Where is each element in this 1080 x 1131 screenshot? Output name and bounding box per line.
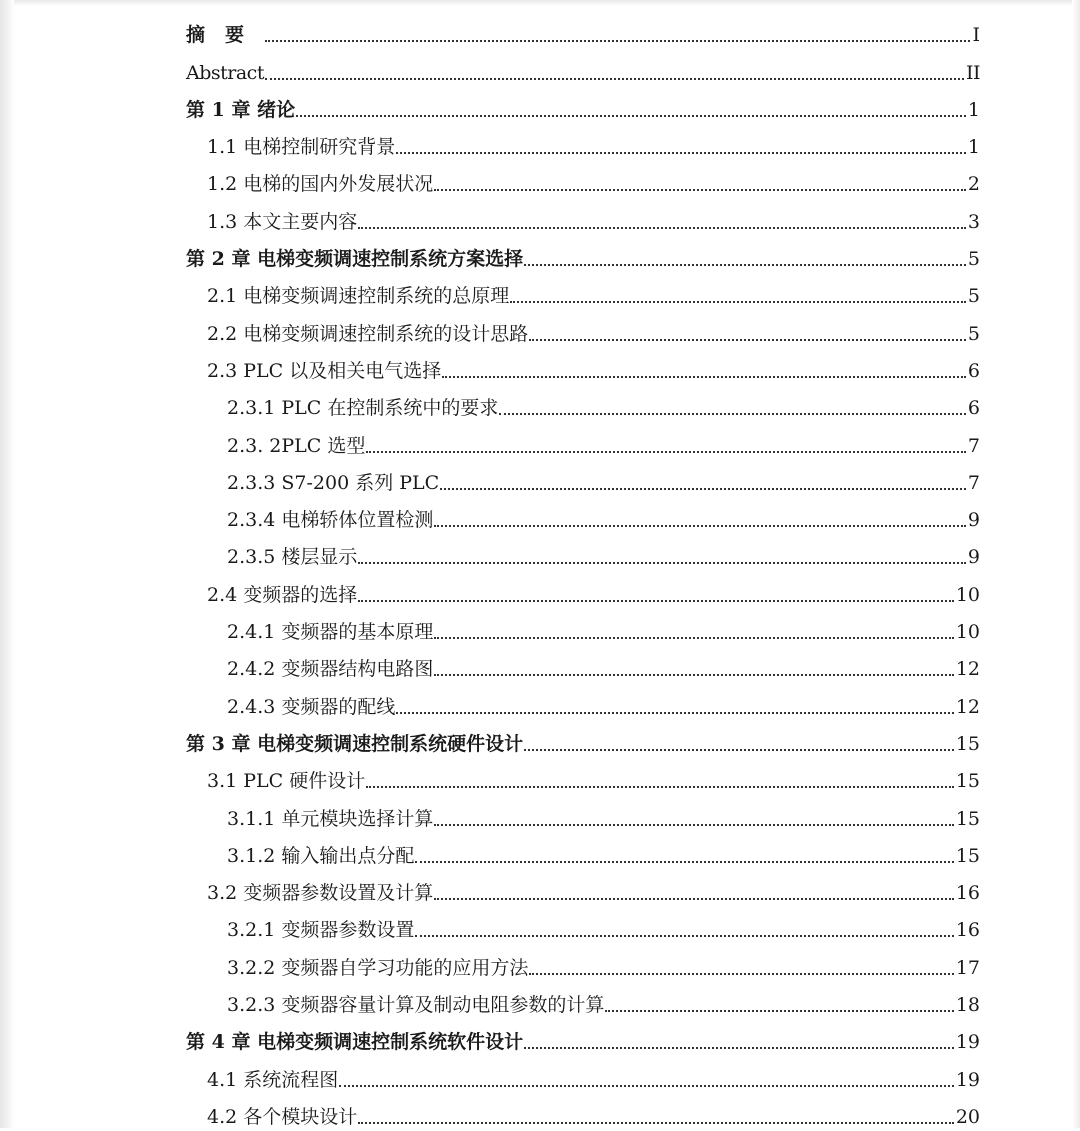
toc-entry-page-number: 7 bbox=[967, 434, 980, 457]
dot-leader bbox=[296, 114, 966, 117]
dot-leader bbox=[415, 860, 953, 863]
toc-entry[interactable] bbox=[186, 87, 980, 124]
dot-leader bbox=[339, 1084, 954, 1087]
toc-entry-page-number: 15 bbox=[955, 844, 980, 867]
toc-entry-page-number: 9 bbox=[967, 546, 980, 569]
toc-entry-title: 4.2 各个模块设计 bbox=[207, 1105, 358, 1128]
toc-entry-title: 2.4.2 变频器结构电路图 bbox=[227, 658, 434, 681]
dot-leader bbox=[529, 972, 953, 975]
toc-entry-page-number: 2 bbox=[967, 173, 980, 196]
toc-entry-page-number: 12 bbox=[955, 658, 980, 681]
toc-entry-page-number: 1 bbox=[967, 98, 980, 121]
toc-entry-title: 摘要 bbox=[186, 24, 265, 47]
toc-entry-title: 2.3. 2PLC 选型 bbox=[227, 434, 366, 457]
toc-entry-title: 3.2.1 变频器参数设置 bbox=[227, 919, 415, 942]
dot-leader bbox=[499, 412, 966, 415]
dot-leader bbox=[415, 934, 953, 937]
toc-entry-page-number: 16 bbox=[955, 882, 980, 905]
toc-entry-title: 4.1 系统流程图 bbox=[207, 1068, 339, 1091]
toc-entry-page-number: 17 bbox=[955, 956, 980, 979]
toc-entry-page-number: 10 bbox=[955, 621, 980, 644]
toc-entry[interactable] bbox=[186, 758, 980, 795]
dot-leader bbox=[442, 375, 966, 378]
toc-entry-title: 3.1.2 输入输出点分配 bbox=[227, 844, 415, 867]
toc-entry-page-number: 10 bbox=[955, 583, 980, 606]
table-of-contents bbox=[186, 12, 980, 1131]
page-left-shadow bbox=[0, 0, 14, 1128]
dot-leader bbox=[366, 785, 954, 788]
toc-entry[interactable] bbox=[186, 982, 980, 1019]
toc-entry-title: Abstract bbox=[186, 61, 264, 84]
dot-leader bbox=[434, 823, 953, 826]
page-top-shadow bbox=[0, 0, 1080, 6]
toc-entry[interactable] bbox=[186, 1056, 980, 1093]
toc-entry-title: 3.2.2 变频器自学习功能的应用方法 bbox=[227, 956, 529, 979]
dot-leader bbox=[434, 188, 966, 191]
toc-entry-title: 2.4.3 变频器的配线 bbox=[227, 695, 396, 718]
toc-entry[interactable] bbox=[186, 422, 980, 459]
toc-entry-title: 第 2 章 电梯变频调速控制系统方案选择 bbox=[186, 248, 524, 271]
toc-entry-title: 3.2 变频器参数设置及计算 bbox=[207, 882, 434, 905]
toc-entry[interactable] bbox=[186, 124, 980, 161]
toc-entry[interactable] bbox=[186, 721, 980, 758]
toc-entry-title: 2.1 电梯变频调速控制系统的总原理 bbox=[207, 285, 510, 308]
toc-entry-page-number: 5 bbox=[967, 285, 980, 308]
toc-entry-page-number: 15 bbox=[955, 770, 980, 793]
toc-entry[interactable] bbox=[186, 385, 980, 422]
toc-entry[interactable] bbox=[186, 571, 980, 608]
dot-leader bbox=[605, 1009, 953, 1012]
toc-entry-page-number: 1 bbox=[967, 136, 980, 159]
dot-leader bbox=[434, 897, 954, 900]
toc-entry[interactable] bbox=[186, 795, 980, 832]
dot-leader bbox=[434, 524, 966, 527]
toc-entry-page-number: I bbox=[972, 24, 980, 47]
dot-leader bbox=[265, 39, 970, 42]
toc-entry-page-number: 15 bbox=[955, 732, 980, 755]
toc-entry[interactable] bbox=[186, 12, 980, 49]
dot-leader bbox=[529, 338, 966, 341]
dot-leader bbox=[358, 599, 954, 602]
dot-leader bbox=[358, 226, 966, 229]
toc-entry[interactable] bbox=[186, 646, 980, 683]
toc-entry[interactable] bbox=[186, 534, 980, 571]
dot-leader bbox=[510, 300, 966, 303]
dot-leader bbox=[358, 561, 966, 564]
toc-entry-page-number: 12 bbox=[955, 695, 980, 718]
toc-entry[interactable] bbox=[186, 497, 980, 534]
toc-entry-title: 3.1 PLC 硬件设计 bbox=[207, 770, 366, 793]
toc-entry[interactable] bbox=[186, 236, 980, 273]
toc-entry[interactable] bbox=[186, 273, 980, 310]
toc-entry-title: 3.2.3 变频器容量计算及制动电阻参数的计算 bbox=[227, 994, 605, 1017]
toc-entry-page-number: 19 bbox=[955, 1031, 980, 1054]
toc-entry-title: 第 4 章 电梯变频调速控制系统软件设计 bbox=[186, 1031, 524, 1054]
toc-entry-page-number: 3 bbox=[967, 210, 980, 233]
toc-entry[interactable] bbox=[186, 870, 980, 907]
dot-leader bbox=[524, 1046, 954, 1049]
toc-entry-title: 3.1.1 单元模块选择计算 bbox=[227, 807, 434, 830]
toc-entry-title: 2.3.5 楼层显示 bbox=[227, 546, 358, 569]
toc-entry[interactable] bbox=[186, 198, 980, 235]
toc-entry-page-number: 19 bbox=[955, 1068, 980, 1091]
toc-entry-title: 1.3 本文主要内容 bbox=[207, 210, 358, 233]
toc-entry-page-number: II bbox=[965, 61, 980, 84]
dot-leader bbox=[524, 748, 954, 751]
toc-entry-title: 2.3.4 电梯轿体位置检测 bbox=[227, 509, 434, 532]
dot-leader bbox=[358, 1121, 954, 1124]
dot-leader bbox=[396, 711, 953, 714]
toc-entry-page-number: 20 bbox=[955, 1105, 980, 1128]
dot-leader bbox=[434, 673, 953, 676]
toc-entry-page-number: 7 bbox=[967, 471, 980, 494]
dot-leader bbox=[524, 263, 966, 266]
toc-entry[interactable] bbox=[186, 1019, 980, 1056]
toc-entry[interactable] bbox=[186, 609, 980, 646]
toc-entry[interactable] bbox=[186, 49, 980, 86]
toc-entry-page-number: 9 bbox=[967, 509, 980, 532]
toc-entry-page-number: 5 bbox=[967, 248, 980, 271]
toc-entry-title: 第 1 章 绪论 bbox=[186, 98, 296, 121]
dot-leader bbox=[440, 487, 966, 490]
toc-entry[interactable] bbox=[186, 161, 980, 198]
toc-entry[interactable] bbox=[186, 907, 980, 944]
page-right-shadow bbox=[1072, 0, 1080, 1128]
toc-entry-title: 2.2 电梯变频调速控制系统的设计思路 bbox=[207, 322, 529, 345]
toc-entry-page-number: 6 bbox=[967, 397, 980, 420]
toc-entry-title: 2.4.1 变频器的基本原理 bbox=[227, 621, 434, 644]
toc-entry[interactable] bbox=[186, 1094, 980, 1131]
toc-entry-title: 2.4 变频器的选择 bbox=[207, 583, 358, 606]
toc-entry[interactable] bbox=[186, 944, 980, 981]
toc-entry-title: 1.1 电梯控制研究背景 bbox=[207, 136, 396, 159]
dot-leader bbox=[265, 77, 964, 80]
toc-entry[interactable] bbox=[186, 833, 980, 870]
toc-entry[interactable] bbox=[186, 348, 980, 385]
toc-entry-page-number: 18 bbox=[955, 994, 980, 1017]
toc-entry[interactable] bbox=[186, 460, 980, 497]
toc-entry[interactable] bbox=[186, 683, 980, 720]
toc-entry-title: 第 3 章 电梯变频调速控制系统硬件设计 bbox=[186, 732, 524, 755]
toc-entry-page-number: 16 bbox=[955, 919, 980, 942]
toc-entry-title: 1.2 电梯的国内外发展状况 bbox=[207, 173, 434, 196]
toc-entry-page-number: 5 bbox=[967, 322, 980, 345]
toc-entry[interactable] bbox=[186, 310, 980, 347]
toc-entry-title: 2.3.3 S7-200 系列 PLC bbox=[227, 471, 440, 494]
dot-leader bbox=[396, 151, 966, 154]
dot-leader bbox=[434, 636, 953, 639]
toc-entry-title: 2.3.1 PLC 在控制系统中的要求 bbox=[227, 397, 499, 420]
toc-entry-title: 2.3 PLC 以及相关电气选择 bbox=[207, 359, 442, 382]
toc-entry-page-number: 6 bbox=[967, 359, 980, 382]
dot-leader bbox=[366, 450, 966, 453]
toc-entry-page-number: 15 bbox=[955, 807, 980, 830]
